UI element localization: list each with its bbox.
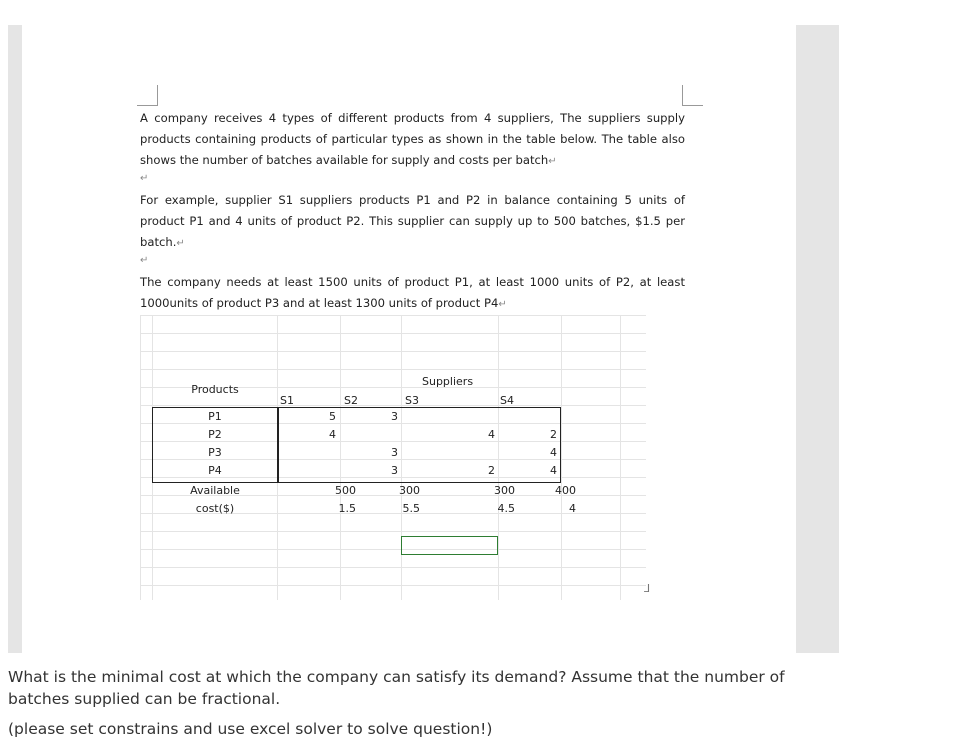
paragraph-example-text: For example, supplier S1 suppliers products P1 and P2 in balance containing 5 units of product P1 and 4 units of product P2. This supplier can supply up to 500 batches, $1.5 per batch. — [140, 193, 685, 249]
header-supplier-s2: S2 — [344, 394, 358, 407]
question-note: (please set constrains and use excel solver to solve question!) — [8, 720, 493, 738]
row-label-p2: P2 — [208, 428, 222, 441]
gridline — [140, 333, 646, 334]
cell-p2-s1: 4 — [329, 428, 336, 441]
row-label-available: Available — [190, 484, 240, 497]
cell-p3-s2: 3 — [391, 446, 398, 459]
cell-p3-s4: 4 — [550, 446, 557, 459]
left-margin-bar — [8, 25, 22, 653]
row-label-p3: P3 — [208, 446, 222, 459]
spreadsheet-table — [140, 315, 646, 600]
paragraph-intro-text: A company receives 4 types of different products from 4 suppliers, The suppliers supply products containing products of particular types as shown in the table below. The table also shows the number of batches available for supply and costs per batch — [140, 111, 685, 167]
paragraph-intro — [140, 108, 685, 172]
paragraph-demand-text: The company needs at least 1500 units of product P1, at least 1000 units of P2, at least 1000units of product P3 and at least 1300 units of product P4 — [140, 275, 685, 310]
return-mark: ↵ — [548, 156, 557, 167]
return-mark: ↵ — [498, 299, 507, 310]
header-supplier-s1: S1 — [280, 394, 294, 407]
cell-p4-s2: 3 — [391, 464, 398, 477]
text-cursor-mark: ⅃ — [644, 582, 651, 595]
cell-p2-s3: 4 — [488, 428, 495, 441]
cell-available-s3: 300 — [494, 484, 515, 497]
header-supplier-s4: S4 — [500, 394, 514, 407]
question-text: What is the minimal cost at which the company can satisfy its demand? Assume that the number of batches supplied can be fractional. — [8, 668, 785, 708]
gridline — [140, 405, 646, 406]
paragraph-demand — [140, 272, 685, 315]
gridline — [140, 531, 646, 532]
gridline — [140, 585, 646, 586]
document-page — [22, 25, 796, 653]
cell-p2-s4: 2 — [550, 428, 557, 441]
empty-line-mark: ↵ — [140, 255, 149, 266]
right-margin-bar — [796, 25, 839, 653]
row-label-p1: P1 — [208, 410, 222, 423]
page-corner-top-right — [682, 85, 703, 106]
cell-p4-s3: 2 — [488, 464, 495, 477]
cell-cost-s1: 1.5 — [338, 502, 356, 515]
gridline — [140, 315, 141, 600]
cell-available-s4: 400 — [555, 484, 576, 497]
gridline — [140, 315, 646, 316]
cell-available-s2: 300 — [399, 484, 420, 497]
gridline — [620, 315, 621, 600]
cell-cost-s2: 5.5 — [402, 502, 420, 515]
row-label-p4: P4 — [208, 464, 222, 477]
paragraph-example — [140, 190, 685, 254]
cell-p1-s2: 3 — [391, 410, 398, 423]
cell-cost-s4: 4 — [569, 502, 576, 515]
header-supplier-s3: S3 — [405, 394, 419, 407]
empty-line-mark: ↵ — [140, 173, 149, 184]
cell-available-s1: 500 — [335, 484, 356, 497]
cell-p1-s1: 5 — [329, 410, 336, 423]
page-corner-top-left — [137, 85, 158, 106]
cell-cost-s3: 4.5 — [497, 502, 515, 515]
gridline — [140, 351, 646, 352]
return-mark: ↵ — [176, 238, 185, 249]
gridline — [140, 567, 646, 568]
cell-p4-s4: 4 — [550, 464, 557, 477]
header-suppliers: Suppliers — [422, 375, 474, 388]
product-table-divider — [277, 407, 279, 482]
gridline — [561, 315, 562, 600]
selected-cell[interactable] — [401, 536, 498, 555]
header-products: Products — [191, 383, 239, 396]
gridline — [140, 549, 646, 550]
gridline — [140, 369, 646, 370]
row-label-cost: cost($) — [195, 502, 235, 515]
